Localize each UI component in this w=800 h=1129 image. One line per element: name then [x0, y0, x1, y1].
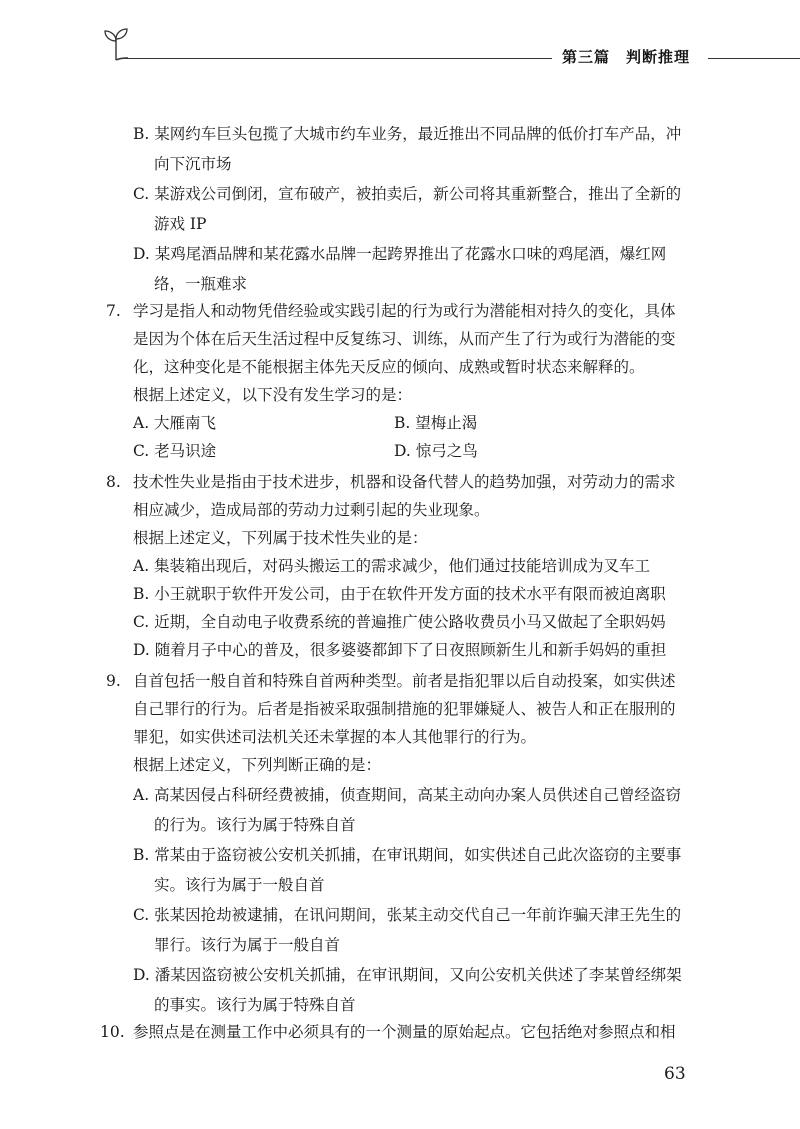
text-line: 9. [106, 672, 121, 690]
text-line: D. 潘某因盗窃被公安机关抓捕，在审讯期间，又向公安机关供述了李某曾经绑架 [133, 966, 682, 984]
text-line: 罪行。该行为属于一般自首 [154, 936, 341, 954]
text-line: 技术性失业是指由于技术进步，机器和设备代替人的趋势加强，对劳动力的需求 [133, 473, 676, 491]
text-line: B. 某网约车巨头包揽了大城市约车业务，最近推出不同品牌的低价打车产品，冲 [133, 125, 682, 143]
text-line: 是因为个体在后天生活过程中反复练习、训练，从而产生了行为或行为潜能的变 [133, 330, 676, 348]
text-line: 自己罪行的行为。后者是指被采取强制措施的犯罪嫌疑人、被告人和正在服刑的 [133, 700, 676, 718]
text-line: 参照点是在测量工作中必须具有的一个测量的原始起点。它包括绝对参照点和相 [133, 1023, 676, 1041]
text-line: 8. [106, 473, 121, 491]
header-rule-left [122, 58, 552, 59]
text-line: B. 望梅止渴 [394, 414, 478, 432]
text-line: 7. [106, 302, 121, 320]
text-line: B. 常某由于盗窃被公安机关抓捕，在审讯期间，如实供述自己此次盗窃的主要事 [133, 846, 682, 864]
text-line: B. 小王就职于软件开发公司，由于在软件开发方面的技术水平有限而被迫离职 [133, 585, 666, 603]
text-line: 学习是指人和动物凭借经验或实践引起的行为或行为潜能相对持久的变化，具体 [133, 302, 676, 320]
text-line: 的行为。该行为属于特殊自首 [154, 816, 356, 834]
text-line: D. 惊弓之鸟 [394, 442, 478, 460]
text-line: 自首包括一般自首和特殊自首两种类型。前者是指犯罪以后自动投案，如实供述 [133, 672, 676, 690]
header-rule-right [708, 58, 800, 59]
text-line: 游戏 IP [154, 215, 207, 233]
sprout-icon [102, 27, 130, 61]
text-line: C. 老马识途 [133, 442, 217, 460]
text-line: 化，这种变化是不能根据主体先天反应的倾向、成熟或暂时状态来解释的。 [133, 358, 645, 376]
text-line: 相应减少，造成局部的劳动力过剩引起的失业现象。 [133, 501, 490, 519]
text-line: 实。该行为属于一般自首 [154, 876, 325, 894]
text-line: D. 某鸡尾酒品牌和某花露水品牌一起跨界推出了花露水口味的鸡尾酒，爆红网 [133, 245, 667, 263]
text-line: 根据上述定义，下列属于技术性失业的是： [133, 529, 428, 547]
text-line: A. 大雁南飞 [133, 414, 217, 432]
text-line: 罪犯，如实供述司法机关还未掌握的本人其他罪行的行为。 [133, 728, 537, 746]
text-line: A. 高某因侵占科研经费被捕，侦查期间，高某主动向办案人员供述自己曾经盗窃 [133, 786, 682, 804]
page-number: 63 [664, 1064, 686, 1084]
text-line: 向下沉市场 [154, 155, 232, 173]
text-line: C. 某游戏公司倒闭，宣布破产，被拍卖后，新公司将其重新整合，推出了全新的 [133, 185, 682, 203]
text-line: 根据上述定义，下列判断正确的是： [133, 756, 382, 774]
text-line: A. 集装箱出现后，对码头搬运工的需求减少，他们通过技能培训成为叉车工 [133, 557, 651, 575]
text-line: C. 张某因抢劫被逮捕，在讯问期间，张某主动交代自己一年前诈骗天津王先生的 [133, 906, 682, 924]
page-header [0, 0, 800, 80]
text-line: 10. [100, 1023, 125, 1041]
text-line: 的事实。该行为属于特殊自首 [154, 996, 356, 1014]
text-line: C. 近期，全自动电子收费系统的普遍推广使公路收费员小马又做起了全职妈妈 [133, 613, 666, 631]
text-line: D. 随着月子中心的普及，很多婆婆都卸下了日夜照顾新生儿和新手妈妈的重担 [133, 641, 667, 659]
text-line: 络，一瓶难求 [154, 275, 248, 293]
header-title: 第三篇 判断推理 [562, 48, 691, 66]
text-line: 根据上述定义，以下没有发生学习的是： [133, 386, 413, 404]
